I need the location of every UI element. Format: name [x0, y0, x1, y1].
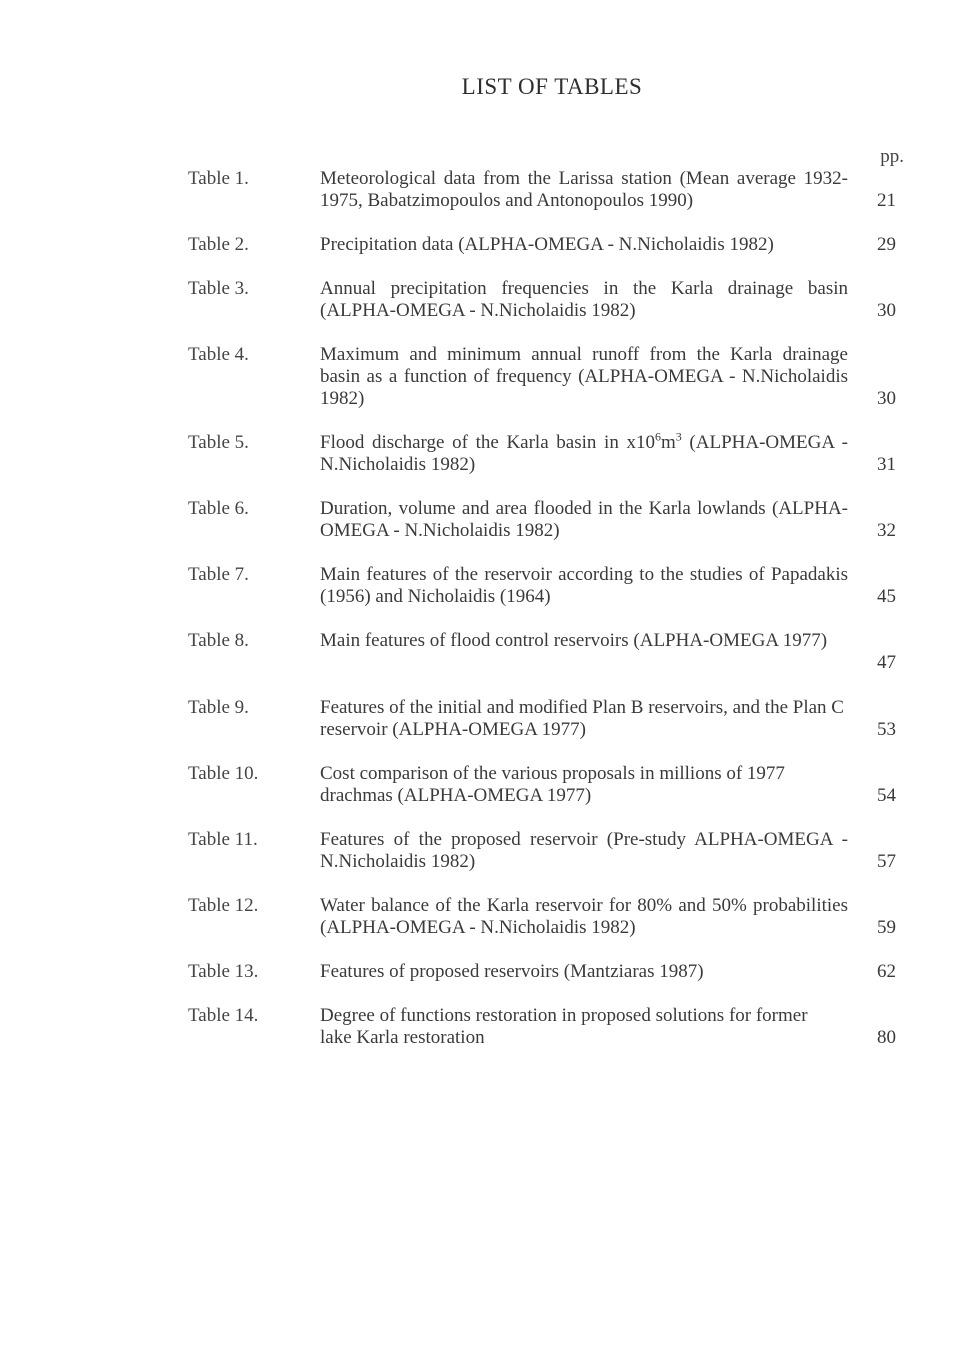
table-label: Table 5. [188, 432, 249, 453]
page-column-header: pp. [880, 146, 904, 167]
table-label: Table 13. [188, 961, 259, 982]
page-number: 54 [877, 785, 896, 806]
table-label: Table 2. [188, 234, 249, 255]
table-description: Features of proposed reservoirs (Mantziaras 1987) [320, 961, 704, 982]
page-number: 30 [877, 388, 896, 409]
page-title: LIST OF TABLES [461, 74, 643, 99]
page-number: 31 [877, 454, 896, 475]
table-description: Maximum and minimum annual runoff from the Karla drainage basin as a function of frequency (ALPHA-OMEGA - N.Nicholaidis 1982) [320, 344, 848, 409]
table-label: Table 11. [188, 829, 258, 850]
page-number: 29 [877, 234, 896, 255]
page-number: 32 [877, 520, 896, 541]
table-label: Table 10. [188, 763, 259, 784]
table-description: Features of the initial and modified Plan B reservoirs, and the Plan C reservoir (ALPHA-OMEGA 1977) [320, 697, 844, 740]
table-label: Table 3. [188, 278, 249, 299]
table-label: Table 4. [188, 344, 249, 365]
table-description: Degree of functions restoration in proposed solutions for former lake Karla restoration [320, 1005, 808, 1048]
table-label: Table 14. [188, 1005, 259, 1026]
table-description: Annual precipitation frequencies in the Karla drainage basin (ALPHA-OMEGA - N.Nicholaidis 1982) [320, 278, 848, 321]
table-label: Table 1. [188, 168, 249, 189]
page-number: 59 [877, 917, 896, 938]
page-number: 53 [877, 719, 896, 740]
page-number: 47 [877, 652, 896, 673]
page-number: 30 [877, 300, 896, 321]
table-description: Flood discharge of the Karla basin in $x10^6m^3$ (ALPHA-OMEGA - N.Nicholaidis 1982) [320, 429, 849, 475]
page-number: 45 [877, 586, 896, 607]
table-label: Table 12. [188, 895, 259, 916]
page-number: 80 [877, 1027, 896, 1048]
table-label: Table 6. [188, 498, 249, 519]
table-description: Duration, volume and area flooded in the Karla lowlands (ALPHA-OMEGA - N.Nicholaidis 1982) [320, 498, 848, 541]
table-description: Water balance of the Karla reservoir for 80% and 50% probabilities (ALPHA-OMEGA - N.Nicholaidis 1982) [320, 895, 848, 938]
table-label: Table 8. [188, 630, 249, 651]
page-number: 62 [877, 961, 896, 982]
table-description: Main features of flood control reservoirs (ALPHA-OMEGA 1977) [320, 630, 828, 651]
table-description: Meteorological data from the Larissa station (Mean average 1932-1975, Babatzimopoulos and Antonopoulos 1990) [320, 168, 848, 211]
table-description: Features of the proposed reservoir (Pre-study ALPHA-OMEGA - N.Nicholaidis 1982) [320, 829, 848, 872]
page-number: 57 [877, 851, 896, 872]
table-description: Cost comparison of the various proposals in millions of 1977 drachmas (ALPHA-OMEGA 1977) [320, 763, 785, 806]
table-label: Table 9. [188, 697, 249, 718]
table-label: Table 7. [188, 564, 249, 585]
table-description: Main features of the reservoir according to the studies of Papadakis (1956) and Nicholaidis (1964) [320, 564, 848, 607]
table-description: Precipitation data (ALPHA-OMEGA - N.Nicholaidis 1982) [320, 234, 774, 255]
page-number: 21 [877, 190, 896, 211]
